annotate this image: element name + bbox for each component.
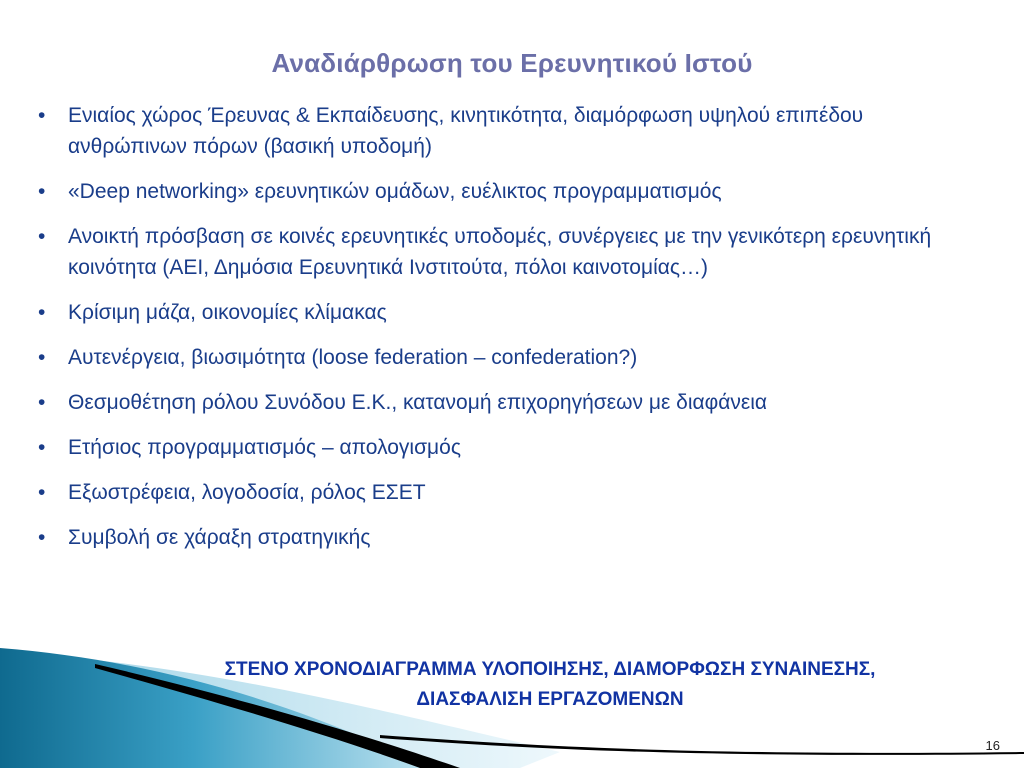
bullet-text: Εξωστρέφεια, λογοδοσία, ρόλος ΕΣΕΤ — [68, 481, 426, 504]
bullet-text: Ενιαίος χώρος Έρευνας & Εκπαίδευσης, κινητικότητα, διαμόρφωση υψηλού επιπέδου ανθρώπινων πόρων (βασική υποδομή) — [68, 104, 864, 158]
bullet-dot: • — [38, 436, 46, 459]
bullet-text: Ετήσιος προγραμματισμός – απολογισμός — [68, 436, 461, 459]
bullet-text: Αυτενέργεια, βιωσιμότητα (loose federation – confederation?) — [68, 346, 638, 369]
bullet-item — [38, 432, 978, 463]
conclusion-note — [120, 655, 980, 715]
bullet-item — [38, 522, 978, 553]
bullet-dot: • — [38, 104, 46, 127]
conclusion-line-1: ΣΤΕΝΟ ΧΡΟΝΟΔΙΑΓΡΑΜΜΑ ΥΛΟΠΟΙΗΣΗΣ, ΔΙΑΜΟΡΦΩΣΗ ΣΥΝΑΙΝΕΣΗΣ, — [224, 659, 876, 680]
bullet-item — [38, 477, 978, 508]
bullet-item — [38, 221, 978, 283]
conclusion-line-2: ΔΙΑΣΦΑΛΙΣΗ ΕΡΓΑΖΟΜΕΝΩΝ — [416, 689, 684, 710]
bullet-list — [38, 100, 978, 567]
bullet-item — [38, 342, 978, 373]
bullet-item — [38, 387, 978, 418]
bullet-text: Κρίσιμη μάζα, οικονομίες κλίμακας — [68, 301, 387, 324]
bullet-text: «Deep networking» ερευνητικών ομάδων, ευέλικτος προγραμματισμός — [68, 180, 722, 203]
bullet-text: Ανοικτή πρόσβαση σε κοινές ερευνητικές υποδομές, συνέργειες με την γενικότερη ερευνητική κοινότητα (ΑΕΙ, Δημόσια Ερευνητικά Ινστιτούτα, πόλοι καινοτομίας…) — [68, 225, 932, 279]
bullet-dot: • — [38, 391, 46, 414]
slide-title: Αναδιάρθρωση του Ερευνητικού Ιστού — [271, 48, 753, 78]
bullet-dot: • — [38, 346, 46, 369]
bullet-dot: • — [38, 481, 46, 504]
bullet-item — [38, 176, 978, 207]
bullet-item — [38, 297, 978, 328]
bullet-dot: • — [38, 301, 46, 324]
page-number: 16 — [985, 738, 1000, 753]
bullet-dot: • — [38, 180, 46, 203]
bullet-dot: • — [38, 526, 46, 549]
bullet-dot: • — [38, 225, 46, 248]
bullet-text: Συμβολή σε χάραξη στρατηγικής — [68, 526, 371, 549]
bullet-text: Θεσμοθέτηση ρόλου Συνόδου Ε.Κ., κατανομή επιχορηγήσεων με διαφάνεια — [68, 391, 768, 414]
bullet-item — [38, 100, 978, 162]
